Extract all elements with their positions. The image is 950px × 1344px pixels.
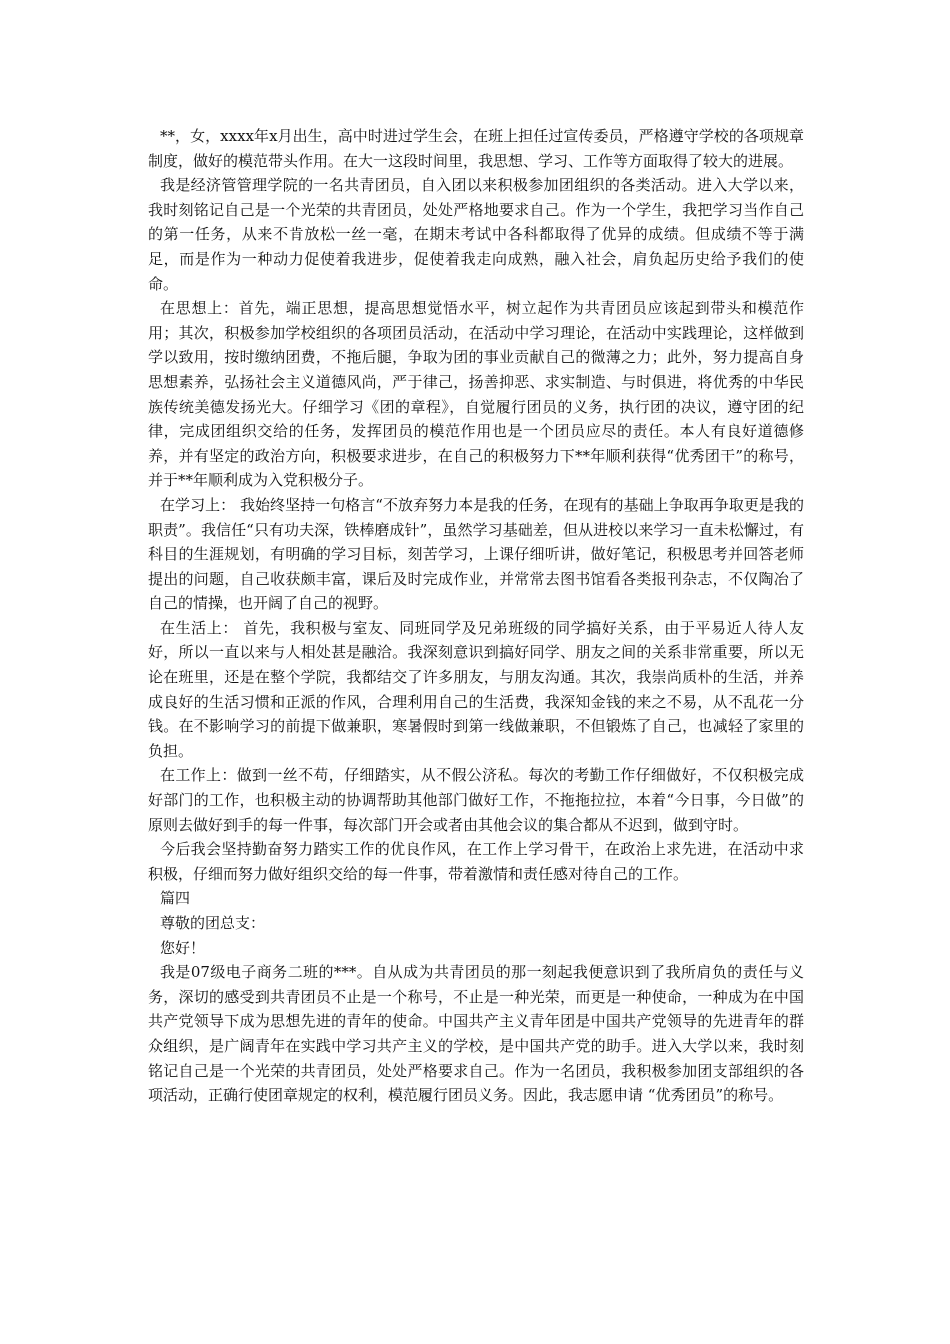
paragraph-life: 在生活上： 首先，我积极与室友、同班同学及兄弟班级的同学搞好关系，由于平易近人待人友好，所以一直以来与人相处甚是融洽。我深刻意识到搞好同学、朋友之间的关系非常重要，所以无论在班里，还是在整个学院，我都结交了许多朋友，与朋友沟通。其次，我崇尚质朴的生活，并养成良好的生活习惯和正派的作风，合理利用自己的生活费，我深知金钱的来之不易，从不乱花一分钱。在不影响学习的前提下做兼职，寒暑假时到第一线做兼职，不但锻炼了自己，也减轻了家里的负担。: [148, 618, 804, 760]
salutation: 尊敬的团总支：: [160, 914, 266, 932]
document-body: [148, 124, 804, 1108]
greeting: 您好！: [160, 938, 206, 957]
paragraph-personal-intro: **，女，xxxx年x月出生，高中时进过学生会，在班上担任过宣传委员，严格遵守学校的各项规章制度，做好的模范带头作用。在大一这段时间里，我思想、学习、工作等方面取得了较大的进展。: [148, 127, 804, 170]
paragraph-future: 今后我会坚持勤奋努力踏实工作的优良作风，在工作上学习骨干，在政治上求先进，在活动中求积极，仔细而努力做好组织交给的每一件事，带着激情和责任感对待自己的工作。: [148, 840, 804, 883]
paragraph-study: 在学习上： 我始终坚持一句格言“不放弃努力本是我的任务，在现有的基础上争取再争取更是我的职责”。我信任“只有功夫深，铁棒磨成针”，虽然学习基础差，但从进校以来学习一直未松懈过，有科目的生涯规划，有明确的学习目标，刻苦学习，上课仔细听讲，做好笔记，积极思考并回答老师提出的问题，自己收获颇丰富，课后及时完成作业，并常常去图书馆看各类报刊杂志，不仅陶冶了自己的情操，也开阔了自己的视野。: [148, 495, 804, 613]
paragraph-application: 我是07级电子商务二班的***。自从成为共青团员的那一刻起我便意识到了我所肩负的责任与义务，深切的感受到共青团员不止是一个称号，不止是一种光荣，而更是一种使命，一种成为在中国共产党领导下成为思想先进的青年的使命。中国共产主义青年团是中国共产党领导的先进青年的群众组织，是广阔青年在实践中学习共产主义的学校，是中国共产党的助手。进入大学以来，我时刻铭记自己是一个光荣的共青团员，处处严格要求自己。作为一名团员，我积极参加团支部组织的各项活动，正确行使团章规定的权利，模范履行团员义务。因此，我志愿申请 “优秀团员”的称号。: [148, 963, 804, 1105]
paragraph-ideology: 在思想上：首先，端正思想，提高思想觉悟水平，树立起作为共青团员应该起到带头和模范作用；其次，积极参加学校组织的各项团员活动，在活动中学习理论，在活动中实践理论，这样做到学以致用，按时缴纳团费，不拖后腿，争取为团的事业贡献自己的微薄之力；此外，努力提高自身思想素养，弘扬社会主义道德风尚，严于律己，扬善抑恶、求实制造、与时俱进，将优秀的中华民族传统美德发扬光大。仔细学习《团的章程》，自觉履行团员的义务，执行团的决议，遵守团的纪律，完成团组织交给的任务，发挥团员的模范作用也是一个团员应尽的责任。本人有良好道德修养，并有坚定的政治方向，积极要求进步，在自己的积极努力下**年顺利获得“优秀团干”的称号，并于**年顺利成为入党积极分子。: [148, 299, 804, 490]
paragraph-league-member: 我是经济管管理学院的一名共青团员，自入团以来积极参加团组织的各类活动。进入大学以来，我时刻铭记自己是一个光荣的共青团员，处处严格地要求自己。作为一个学生，我把学习当作自己的第一任务，从来不肯放松一丝一毫，在期末考试中各科都取得了优异的成绩。但成绩不等于满足，而是作为一种动力促使着我进步，促使着我走向成熟，融入社会，肩负起历史给予我们的使命。: [148, 176, 804, 293]
section-heading: 篇四: [160, 889, 191, 908]
paragraph-work: 在工作上：做到一丝不苟，仔细踏实，从不假公济私。每次的考勤工作仔细做好，不仅积极完成好部门的工作，也积极主动的协调帮助其他部门做好工作，不拖拖拉拉，本着“今日事，今日做”的原则去做好到手的每一件事，每次部门开会或者由其他会议的集合都从不迟到，做到守时。: [148, 766, 804, 834]
